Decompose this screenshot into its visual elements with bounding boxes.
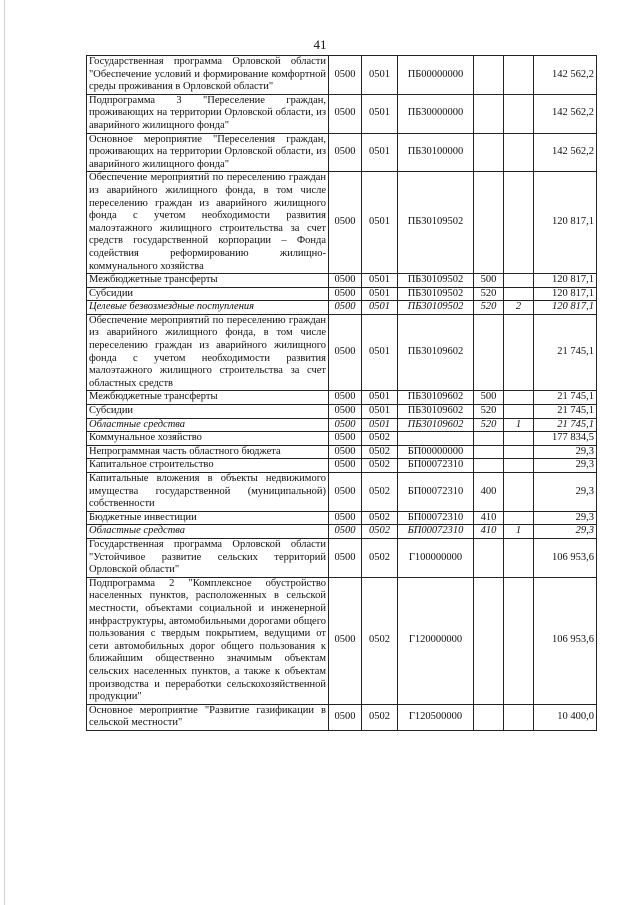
row-name: Основное мероприятие "Развитие газификации в сельской местности" <box>87 704 329 730</box>
target-article-code: БП00072310 <box>398 511 474 525</box>
section-code: 0500 <box>329 314 362 391</box>
funding-source-code <box>504 405 534 419</box>
section-code: 0500 <box>329 133 362 172</box>
row-name: Межбюджетные трансферты <box>87 391 329 405</box>
row-name: Государственная программа Орловской области "Обеспечение условий и формирование комфортной среды проживания в Орловской области" <box>87 56 329 95</box>
subsection-code: 0502 <box>362 445 398 459</box>
section-code: 0500 <box>329 94 362 133</box>
target-article-code: ПБ30109602 <box>398 391 474 405</box>
amount: 29,3 <box>534 525 597 539</box>
row-name: Непрограммная часть областного бюджета <box>87 445 329 459</box>
target-article-code: ПБ30109502 <box>398 301 474 315</box>
row-name: Обеспечение мероприятий по переселению граждан из аварийного жилищного фонда, в том числе переселению граждан из аварийного жилищного фонда с учетом необходимости развития малоэтажного жилищного строительства за счет областных средств <box>87 314 329 391</box>
subsection-code: 0501 <box>362 172 398 274</box>
row-name: Капитальное строительство <box>87 459 329 473</box>
table-row <box>87 391 597 405</box>
section-code: 0500 <box>329 511 362 525</box>
section-code: 0500 <box>329 391 362 405</box>
table-row <box>87 314 597 391</box>
table-row <box>87 287 597 301</box>
subsection-code: 0501 <box>362 56 398 95</box>
table-row <box>87 704 597 730</box>
funding-source-code <box>504 274 534 288</box>
target-article-code <box>398 432 474 446</box>
table-row <box>87 418 597 432</box>
expense-kind-code: 520 <box>474 405 504 419</box>
amount: 142 562,2 <box>534 133 597 172</box>
table-row <box>87 445 597 459</box>
funding-source-code <box>504 511 534 525</box>
row-name: Основное мероприятие "Переселения граждан, проживающих на территории Орловской области, из аварийного жилищного фонда" <box>87 133 329 172</box>
amount: 10 400,0 <box>534 704 597 730</box>
section-code: 0500 <box>329 577 362 704</box>
funding-source-code <box>504 133 534 172</box>
amount: 120 817,1 <box>534 301 597 315</box>
subsection-code: 0502 <box>362 432 398 446</box>
funding-source-code: 2 <box>504 301 534 315</box>
table-row <box>87 538 597 577</box>
amount: 21 745,1 <box>534 314 597 391</box>
funding-source-code <box>504 172 534 274</box>
expense-kind-code: 410 <box>474 511 504 525</box>
target-article-code: БП00072310 <box>398 473 474 512</box>
row-name: Коммунальное хозяйство <box>87 432 329 446</box>
funding-source-code: 1 <box>504 525 534 539</box>
subsection-code: 0501 <box>362 405 398 419</box>
target-article-code: ПБ30100000 <box>398 133 474 172</box>
row-name: Обеспечение мероприятий по переселению граждан из аварийного жилищного фонда, в том числе переселению граждан из аварийного жилищного фонда с учетом необходимости развития малоэтажного жилищного строительства за счет средств государственной корпорации – Фонда содействия реформированию жилищно-коммунального хозяйства <box>87 172 329 274</box>
amount: 21 745,1 <box>534 418 597 432</box>
row-name: Областные средства <box>87 525 329 539</box>
table-body <box>87 56 597 731</box>
row-name: Подпрограмма 3 "Переселение граждан, проживающих на территории Орловской области, из аварийного жилищного фонда" <box>87 94 329 133</box>
row-name: Субсидии <box>87 287 329 301</box>
amount: 29,3 <box>534 445 597 459</box>
table-row <box>87 577 597 704</box>
row-name: Капитальные вложения в объекты недвижимого имущества государственной (муниципальной) собственности <box>87 473 329 512</box>
funding-source-code <box>504 459 534 473</box>
subsection-code: 0502 <box>362 525 398 539</box>
row-name: Межбюджетные трансферты <box>87 274 329 288</box>
amount: 142 562,2 <box>534 94 597 133</box>
amount: 29,3 <box>534 473 597 512</box>
subsection-code: 0502 <box>362 577 398 704</box>
amount: 142 562,2 <box>534 56 597 95</box>
budget-table <box>86 55 597 731</box>
target-article-code: ПБ00000000 <box>398 56 474 95</box>
amount: 29,3 <box>534 459 597 473</box>
table-row <box>87 172 597 274</box>
target-article-code: ПБ30109502 <box>398 172 474 274</box>
table-row <box>87 133 597 172</box>
expense-kind-code <box>474 459 504 473</box>
amount: 29,3 <box>534 511 597 525</box>
row-name: Подпрограмма 2 "Комплексное обустройство населенных пунктов, расположенных в сельской местности, объектами социальной и инженерной инфраструктуры, автомобильными дорогами общего пользования с твердым покрытием, ведущими от сети автомобильных дорог общего пользования к ближайшим общественно значимым объектам сельских населенных пунктов, а также к объектам производства и переработки сельскохозяйственной продукции" <box>87 577 329 704</box>
funding-source-code: 1 <box>504 418 534 432</box>
row-name: Целевые безвозмездные поступления <box>87 301 329 315</box>
page-number: 41 <box>313 37 327 52</box>
section-code: 0500 <box>329 274 362 288</box>
target-article-code: БП00072310 <box>398 525 474 539</box>
expense-kind-code <box>474 172 504 274</box>
amount: 21 745,1 <box>534 405 597 419</box>
table-row <box>87 56 597 95</box>
table-row <box>87 511 597 525</box>
expense-kind-code <box>474 704 504 730</box>
table-row <box>87 432 597 446</box>
amount: 120 817,1 <box>534 172 597 274</box>
row-name: Бюджетные инвестиции <box>87 511 329 525</box>
funding-source-code <box>504 56 534 95</box>
target-article-code: Г120000000 <box>398 577 474 704</box>
expense-kind-code <box>474 538 504 577</box>
table-row <box>87 274 597 288</box>
expense-kind-code: 520 <box>474 287 504 301</box>
amount: 120 817,1 <box>534 274 597 288</box>
funding-source-code <box>504 445 534 459</box>
section-code: 0500 <box>329 525 362 539</box>
section-code: 0500 <box>329 538 362 577</box>
expense-kind-code <box>474 577 504 704</box>
section-code: 0500 <box>329 287 362 301</box>
target-article-code: ПБ30109502 <box>398 287 474 301</box>
amount: 120 817,1 <box>534 287 597 301</box>
subsection-code: 0501 <box>362 94 398 133</box>
scan-edge-line <box>4 0 5 905</box>
expense-kind-code <box>474 445 504 459</box>
subsection-code: 0502 <box>362 704 398 730</box>
target-article-code: БП00000000 <box>398 445 474 459</box>
section-code: 0500 <box>329 473 362 512</box>
subsection-code: 0502 <box>362 538 398 577</box>
expense-kind-code <box>474 56 504 95</box>
expense-kind-code: 500 <box>474 274 504 288</box>
expense-kind-code <box>474 133 504 172</box>
amount: 21 745,1 <box>534 391 597 405</box>
row-name: Государственная программа Орловской области "Устойчивое развитие сельских территорий Орловской области" <box>87 538 329 577</box>
subsection-code: 0501 <box>362 391 398 405</box>
amount: 177 834,5 <box>534 432 597 446</box>
target-article-code: Г100000000 <box>398 538 474 577</box>
expense-kind-code: 520 <box>474 301 504 315</box>
target-article-code: ПБ30109602 <box>398 418 474 432</box>
subsection-code: 0501 <box>362 287 398 301</box>
section-code: 0500 <box>329 172 362 274</box>
row-name: Областные средства <box>87 418 329 432</box>
funding-source-code <box>504 432 534 446</box>
subsection-code: 0502 <box>362 473 398 512</box>
section-code: 0500 <box>329 704 362 730</box>
funding-source-code <box>504 287 534 301</box>
target-article-code: ПБ30109602 <box>398 405 474 419</box>
subsection-code: 0502 <box>362 459 398 473</box>
funding-source-code <box>504 391 534 405</box>
subsection-code: 0501 <box>362 274 398 288</box>
amount: 106 953,6 <box>534 538 597 577</box>
funding-source-code <box>504 473 534 512</box>
target-article-code: БП00072310 <box>398 459 474 473</box>
section-code: 0500 <box>329 301 362 315</box>
section-code: 0500 <box>329 405 362 419</box>
table-row <box>87 459 597 473</box>
funding-source-code <box>504 314 534 391</box>
subsection-code: 0501 <box>362 301 398 315</box>
expense-kind-code: 410 <box>474 525 504 539</box>
expense-kind-code <box>474 314 504 391</box>
expense-kind-code: 500 <box>474 391 504 405</box>
section-code: 0500 <box>329 459 362 473</box>
table-row <box>87 405 597 419</box>
target-article-code: ПБ30109602 <box>398 314 474 391</box>
funding-source-code <box>504 94 534 133</box>
section-code: 0500 <box>329 432 362 446</box>
row-name: Субсидии <box>87 405 329 419</box>
subsection-code: 0501 <box>362 314 398 391</box>
table-row <box>87 473 597 512</box>
amount: 106 953,6 <box>534 577 597 704</box>
section-code: 0500 <box>329 445 362 459</box>
table-row <box>87 525 597 539</box>
section-code: 0500 <box>329 56 362 95</box>
expense-kind-code <box>474 94 504 133</box>
funding-source-code <box>504 577 534 704</box>
section-code: 0500 <box>329 418 362 432</box>
funding-source-code <box>504 704 534 730</box>
funding-source-code <box>504 538 534 577</box>
expense-kind-code: 520 <box>474 418 504 432</box>
table-row <box>87 301 597 315</box>
target-article-code: ПБ30000000 <box>398 94 474 133</box>
target-article-code: Г120500000 <box>398 704 474 730</box>
subsection-code: 0501 <box>362 133 398 172</box>
table-row <box>87 94 597 133</box>
expense-kind-code <box>474 432 504 446</box>
subsection-code: 0501 <box>362 418 398 432</box>
expense-kind-code: 400 <box>474 473 504 512</box>
subsection-code: 0502 <box>362 511 398 525</box>
target-article-code: ПБ30109502 <box>398 274 474 288</box>
